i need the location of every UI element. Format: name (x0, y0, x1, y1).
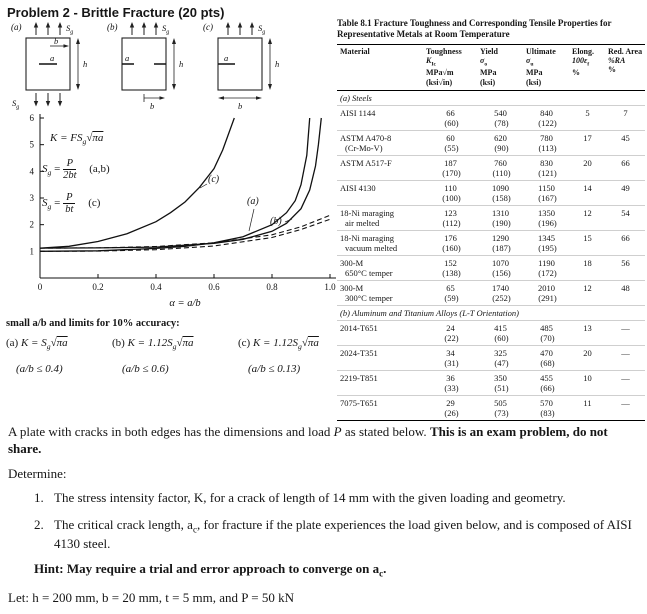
given-values: Let: h = 200 mm, b = 20 mm, t = 5 mm, and P = 50 kN (8, 590, 294, 606)
table-cell: 123 (112) (423, 206, 477, 231)
col-header-toughness: Toughness $K_{Ic}$ MPa√m (ksi√in) (423, 44, 477, 91)
stress-label-top: $S_g$ (66, 23, 74, 36)
intro-paragraph: A plate with cracks in both edges has the dimensions and load P as stated below. This is an exam problem, do not share. (8, 424, 608, 456)
problem-statement (8, 424, 642, 607)
limit-item-c (238, 337, 336, 375)
col-header-elongation: Elong. $100\varepsilon_f$ % (569, 44, 605, 91)
limit-item-b (112, 337, 238, 375)
determine-label: Determine: (8, 466, 67, 482)
table-cell: 14 (569, 181, 605, 206)
svg-text:2: 2 (29, 219, 34, 230)
table-row (337, 106, 645, 131)
svg-text:4: 4 (29, 166, 34, 177)
dim-label-h: h (179, 59, 184, 69)
table-cell: 2010 (291) (523, 281, 569, 306)
table-cell: 65 (59) (423, 281, 477, 306)
equation-stress-intensity: $K = FS_g√\pi a$ (50, 132, 104, 147)
dim-label-a: a (125, 53, 130, 63)
table-cell: AISI 4130 (337, 181, 423, 206)
table-cell: 45 (605, 131, 645, 156)
table-cell: 2024-T351 (337, 346, 423, 371)
table-cell: 300-M 650°C temper (337, 256, 423, 281)
table-row (337, 346, 645, 371)
table-cell: — (605, 371, 645, 396)
table-cell: 620 (90) (477, 131, 523, 156)
table-header-row (337, 44, 645, 91)
table-section-row: (b) Aluminum and Titanium Alloys (L-T Orientation) (337, 306, 645, 321)
limit-item-a (6, 337, 112, 375)
table-cell: 56 (605, 256, 645, 281)
svg-text:3: 3 (29, 193, 34, 203)
table-cell: 455 (66) (523, 371, 569, 396)
table-cell: 20 (569, 156, 605, 181)
table-cell: 17 (569, 131, 605, 156)
table-cell: 485 (70) (523, 321, 569, 346)
table-cell: 1190 (172) (523, 256, 569, 281)
limit-condition-b: (a/b ≤ 0.6) (122, 363, 169, 376)
svg-text:5: 5 (29, 139, 34, 150)
table-cell: 5 (569, 106, 605, 131)
list-item-2: 2. The critical crack length, $a_c$, for fracture if the plate experiences the load given below, and is composed of AISI 4130 steel. (34, 517, 632, 552)
table-cell: 34 (31) (423, 346, 477, 371)
table-cell: 12 (569, 206, 605, 231)
table-cell: 325 (47) (477, 346, 523, 371)
table-row (337, 321, 645, 346)
limits-section (6, 318, 336, 375)
svg-text:0: 0 (37, 282, 43, 292)
limit-condition-a: (a/b ≤ 0.4) (16, 363, 63, 376)
col-header-yield: Yield $\sigma_o$ MPa (ksi) (477, 44, 523, 91)
dim-b-arrow (218, 96, 262, 100)
stress-label-top: $S_g$ (258, 23, 266, 36)
table-cell: 66 (60) (423, 106, 477, 131)
table-cell: 66 (605, 156, 645, 181)
table-cell: ASTM A517-F (337, 156, 423, 181)
svg-text:0.8: 0.8 (266, 282, 278, 292)
diagram-double-edge-crack (106, 20, 190, 112)
dim-h-arrow (268, 38, 272, 90)
table-row (337, 396, 645, 421)
table-cell: 29 (26) (423, 396, 477, 421)
table-cell: 187 (170) (423, 156, 477, 181)
top-load-arrows (130, 22, 158, 35)
table-cell: 7075-T651 (337, 396, 423, 421)
table-cell: 1740 (252) (477, 281, 523, 306)
dim-label-b: b (238, 101, 243, 111)
page-title: Problem 2 - Brittle Fracture (20 pts) (7, 5, 225, 20)
table-cell: 505 (73) (477, 396, 523, 421)
dim-label-h: h (275, 59, 280, 69)
dim-h-arrow (76, 38, 80, 90)
dim-label-b: b (54, 36, 59, 46)
table-section-row: (a) Steels (337, 91, 645, 106)
dim-b-arrow (144, 94, 165, 102)
diagram-single-edge-crack (202, 20, 286, 112)
crack-geometry-figures (10, 20, 286, 112)
table-cell: 176 (160) (423, 231, 477, 256)
table-cell: 830 (121) (523, 156, 569, 181)
col-header-material: Material (337, 44, 423, 91)
table-cell: 780 (113) (523, 131, 569, 156)
svg-text:0.2: 0.2 (92, 282, 104, 292)
bottom-load-arrows (34, 93, 62, 107)
table-cell: 36 (33) (423, 371, 477, 396)
curve-approx-bc (40, 215, 330, 248)
dim-h-arrow (172, 38, 176, 90)
limits-heading: small a/b and limits for 10% accuracy: (6, 318, 180, 329)
table-cell: 11 (569, 396, 605, 421)
x-axis-label: α = a/b (169, 298, 201, 309)
table-row (337, 256, 645, 281)
table-cell: 2014-T651 (337, 321, 423, 346)
dim-b-arrow (50, 44, 69, 48)
table-cell: 66 (605, 231, 645, 256)
curve-label-b: (b) (270, 216, 282, 227)
equation-gross-stress-c: $S_g$ = $\frac{P}{bt}$ (c) (42, 192, 101, 216)
svg-text:0.6: 0.6 (208, 282, 220, 292)
top-load-arrows (34, 22, 62, 35)
table-cell: — (605, 346, 645, 371)
limit-formula-a: (a) $K = S_g√\pi a$ (6, 337, 68, 352)
table-cell: 1090 (158) (477, 181, 523, 206)
dim-label-a: a (50, 53, 55, 63)
table-cell: AISI 1144 (337, 106, 423, 131)
table-row (337, 231, 645, 256)
diagram-label-b: (b) (107, 22, 118, 32)
svg-text:0.4: 0.4 (150, 282, 162, 292)
table-row (337, 371, 645, 396)
table-cell: 350 (51) (477, 371, 523, 396)
table-cell: 840 (122) (523, 106, 569, 131)
table-cell: 13 (569, 321, 605, 346)
table-row (337, 181, 645, 206)
table-cell: 1310 (190) (477, 206, 523, 231)
determine-list (34, 490, 642, 553)
equation-gross-stress-ab: $S_g$ = $\frac{P}{2bt}$ (a,b) (42, 158, 110, 182)
table-cell: 48 (605, 281, 645, 306)
col-header-reduction-area: Red. Area %RA % (605, 44, 645, 91)
table-cell: 760 (110) (477, 156, 523, 181)
table-row (337, 156, 645, 181)
table-cell: 110 (100) (423, 181, 477, 206)
dim-label-a: a (224, 53, 229, 63)
limit-formula-c: (c) $K = 1.12S_g√\pi a$ (238, 337, 319, 352)
table-cell: 152 (138) (423, 256, 477, 281)
geometry-factor-chart (4, 112, 340, 314)
table-cell: 15 (569, 231, 605, 256)
table-row (337, 281, 645, 306)
table-cell: 12 (569, 281, 605, 306)
table-cell: 1070 (156) (477, 256, 523, 281)
table-cell: 470 (68) (523, 346, 569, 371)
table-cell: 1345 (195) (523, 231, 569, 256)
table-cell: 300-M 300°C temper (337, 281, 423, 306)
diagram-label-a: (a) (11, 22, 22, 32)
stress-label-bottom: $S_g$ (12, 98, 20, 111)
curve-label-a: (a) (247, 196, 259, 207)
table-cell: 1290 (187) (477, 231, 523, 256)
table-cell: — (605, 321, 645, 346)
table-cell: 20 (569, 346, 605, 371)
table-cell: 18-Ni maraging vacuum melted (337, 231, 423, 256)
table-caption: Table 8.1 Fracture Toughness and Corresponding Tensile Properties for Representative Metals at Room Temperature (337, 18, 612, 40)
svg-text:6: 6 (29, 113, 34, 123)
svg-text:1.0: 1.0 (324, 282, 336, 292)
dim-label-b: b (150, 101, 155, 111)
table-cell: 18 (569, 256, 605, 281)
table-cell: 570 (83) (523, 396, 569, 421)
svg-text:1: 1 (29, 246, 34, 257)
list-item-1: 1. The stress intensity factor, K, for a crack of length of 14 mm with the given loading and geometry. (34, 489, 566, 505)
table-cell: 60 (55) (423, 131, 477, 156)
table-row (337, 206, 645, 231)
table-cell: 10 (569, 371, 605, 396)
table-cell: 24 (22) (423, 321, 477, 346)
table-cell: 54 (605, 206, 645, 231)
curve-label-c: (c) (208, 174, 220, 185)
table-cell: — (605, 396, 645, 421)
col-header-ultimate: Ultimate $\sigma_u$ MPa (ksi) (523, 44, 569, 91)
table-cell: ASTM A470-8 (Cr-Mo-V) (337, 131, 423, 156)
properties-table-body (337, 91, 645, 421)
table-cell: 1150 (167) (523, 181, 569, 206)
limit-condition-c: (a/b ≤ 0.13) (248, 363, 301, 376)
stress-label-top: $S_g$ (162, 23, 170, 36)
table-cell: 1350 (196) (523, 206, 569, 231)
table-cell: 49 (605, 181, 645, 206)
diagram-center-crack (10, 20, 94, 112)
dim-label-h: h (83, 59, 88, 69)
limit-formula-b: (b) $K = 1.12S_g√\pi a$ (112, 337, 194, 352)
table-cell: 7 (605, 106, 645, 131)
table-row (337, 131, 645, 156)
table-cell: 540 (78) (477, 106, 523, 131)
table-cell: 415 (60) (477, 321, 523, 346)
hint-text: Hint: May require a trial and error approach to converge on $a_c$. (34, 560, 387, 579)
top-load-arrows (226, 22, 254, 35)
table-cell: 18-Ni maraging air melted (337, 206, 423, 231)
properties-table (337, 18, 645, 421)
table-cell: 2219-T851 (337, 371, 423, 396)
diagram-label-c: (c) (203, 22, 213, 32)
